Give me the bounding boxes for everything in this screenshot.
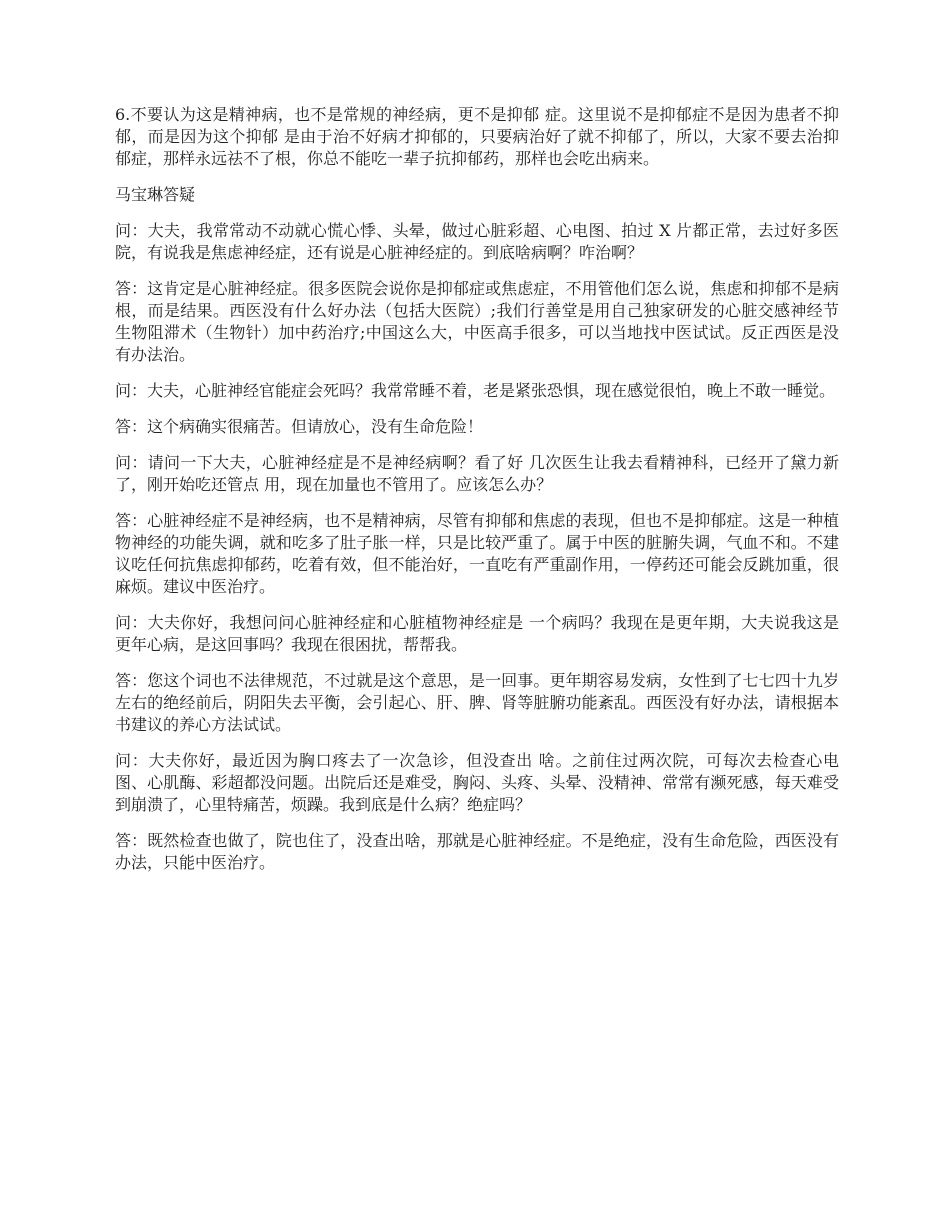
question-3: 问：请问一下大夫，心脏神经症是不是神经病啊？看了好 几次医生让我去看精神科，已经开了黛力新了，刚开始吃还管点 用，现在加量也不管用了。应该怎么办？ — [115, 453, 839, 494]
question-4: 问：大夫你好，我想问问心脏神经症和心脏植物神经症是 一个病吗？我现在是更年期，大夫说我这是更年心病，是这回事吗？我现在很困扰，帮帮我。 — [115, 613, 839, 654]
question-2: 问：大夫，心脏神经官能症会死吗？我常常睡不着，老是紧张恐惧，现在感觉很怕，晚上不敢一睡觉。 — [115, 381, 836, 400]
question-5: 问：大夫你好，最近因为胸口疼去了一次急诊，但没查出 啥。之前住过两次院，可每次去检查心电图、心肌酶、彩超都没问题。出院后还是难受，胸闷、头疼、头晕、没精神、常常有濒死感，每天难受到崩溃了，心里特痛苦，烦躁。我到底是什么病？绝症吗？ — [115, 751, 839, 814]
document-page — [115, 104, 839, 888]
answer-4: 答：您这个词也不法律规范，不过就是这个意思，是一回事。更年期容易发病，女性到了七七四十九岁左右的绝经前后，阴阳失去平衡，会引起心、肝、脾、肾等脏腑功能紊乱。西医没有好办法，请根据本书建议的养心方法试试。 — [115, 671, 839, 734]
question-1: 问：大夫，我常常动不动就心慌心悸、头晕，做过心脏彩超、心电图、拍过 X 片都正常，去过好多医院，有说我是焦虑神经症，还有说是心脏神经症的。到底啥病啊？咋治啊？ — [115, 221, 839, 262]
answer-1: 答：这肯定是心脏神经症。很多医院会说你是抑郁症或焦虑症，不用管他们怎么说，焦虑和抑郁不是病根，而是结果。西医没有什么好办法（包括大医院）;我们行善堂是用自己独家研发的心脏交感神经节生物阻滞术（生物针）加中药治疗;中国这么大，中医高手很多，可以当地找中医试试。反正西医是没有办法治。 — [115, 279, 839, 364]
answer-2: 答：这个病确实很痛苦。但请放心，没有生命危险！ — [115, 417, 484, 436]
paragraph-point-6: 6.不要认为这是精神病，也不是常规的神经病，更不是抑郁 症。这里说不是抑郁症不是因为患者不抑郁，而是因为这个抑郁 是由于治不好病才抑郁的，只要病治好了就不抑郁了，所以，大家不要去治抑郁症，那样永远祛不了根，你总不能吃一辈子抗抑郁药，那样也会吃出病来。 — [115, 105, 839, 168]
answer-3: 答：心脏神经症不是神经病，也不是精神病，尽管有抑郁和焦虑的表现，但也不是抑郁症。这是一种植物神经的功能失调，就和吃多了肚子胀一样，只是比较严重了。属于中医的脏腑失调，气血不和。不建议吃任何抗焦虑抑郁药，吃着有效，但不能治好，一直吃有严重副作用，一停药还可能会反跳加重，很麻烦。建议中医治疗。 — [115, 511, 839, 596]
section-heading-qa: 马宝琳答疑 — [115, 185, 196, 204]
answer-5: 答：既然检查也做了，院也住了，没查出啥，那就是心脏神经症。不是绝症，没有生命危险，西医没有办法，只能中医治疗。 — [115, 831, 839, 872]
